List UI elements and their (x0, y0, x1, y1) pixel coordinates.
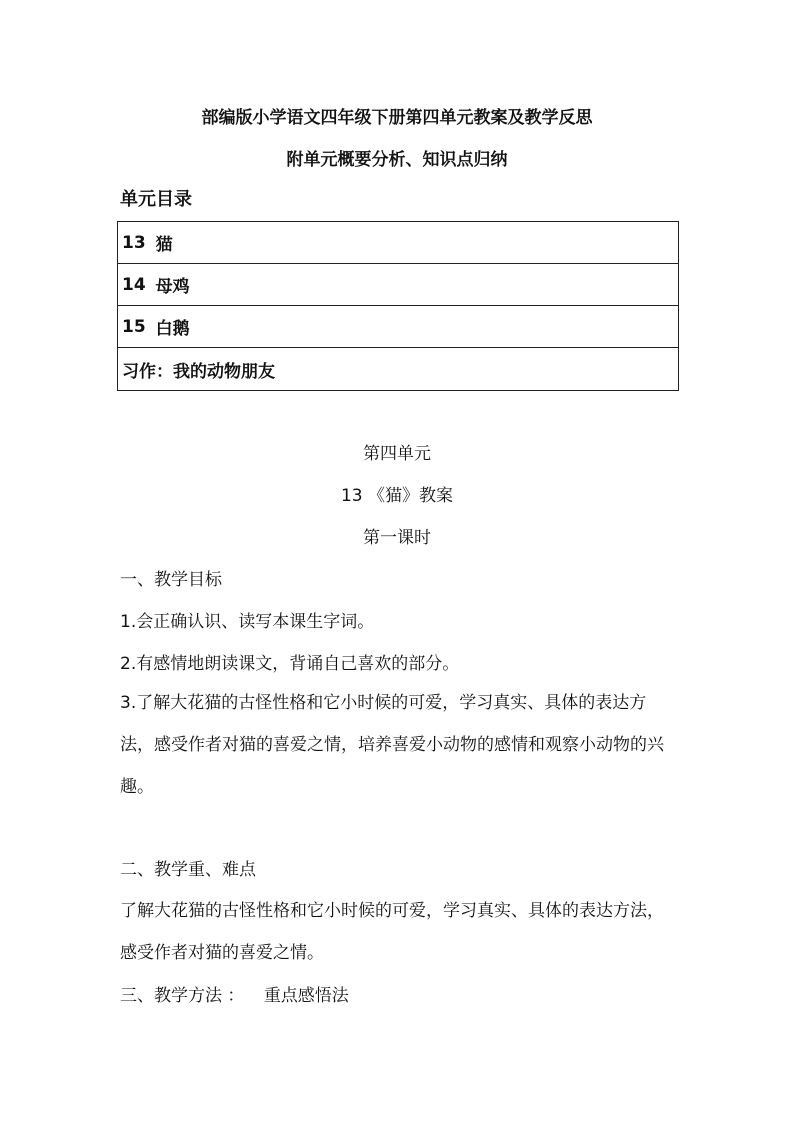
toc-item-number: 15 (122, 316, 146, 337)
document-subtitle: 附单元概要分析、知识点归纳 (286, 150, 508, 170)
document-title: 部编版小学语文四年级下册第四单元教案及教学反思 (201, 108, 593, 128)
section-heading-goals: 一、教学目标 (120, 570, 222, 590)
method-value: 重点感悟法 (263, 986, 349, 1006)
toc-item-number: 14 (122, 274, 146, 295)
toc-item (118, 222, 678, 264)
toc-item-number: 13 (122, 232, 146, 253)
toc-item-label: 猫 (155, 235, 173, 255)
lesson-period: 第一课时 (363, 528, 431, 548)
toc-item (118, 306, 678, 348)
goal-item: 2.有感情地朗读课文，背诵自己喜欢的部分。 (120, 654, 460, 674)
method-label: 三、教学方法 ： (120, 986, 245, 1006)
key-points-text: 了解大花猫的古怪性格和它小时候的可爱，学习真实、具体的表达方法，感受作者对猫的喜爱之情。 (120, 901, 664, 963)
toc-item (118, 264, 678, 306)
section-heading-method (120, 984, 349, 1008)
toc-item-label: 母鸡 (155, 277, 190, 297)
toc-heading: 单元目录 (120, 189, 192, 210)
toc-table (117, 221, 679, 391)
goal-item: 3.了解大花猫的古怪性格和它小时候的可爱，学习真实、具体的表达方法，感受作者对猫的喜爱之情，培养喜爱小动物的感情和观察小动物的兴趣。 (120, 693, 664, 797)
lesson-title: 13 《猫》教案 (340, 486, 454, 506)
toc-item (118, 348, 678, 390)
toc-item-label: 习作：我的动物朋友 (122, 361, 275, 382)
toc-item-label: 白鹅 (155, 319, 190, 339)
section-heading-key-points: 二、教学重、难点 (120, 860, 256, 880)
unit-heading: 第四单元 (363, 444, 431, 464)
goal-item: 1.会正确认识、读写本课生字词。 (120, 612, 375, 632)
